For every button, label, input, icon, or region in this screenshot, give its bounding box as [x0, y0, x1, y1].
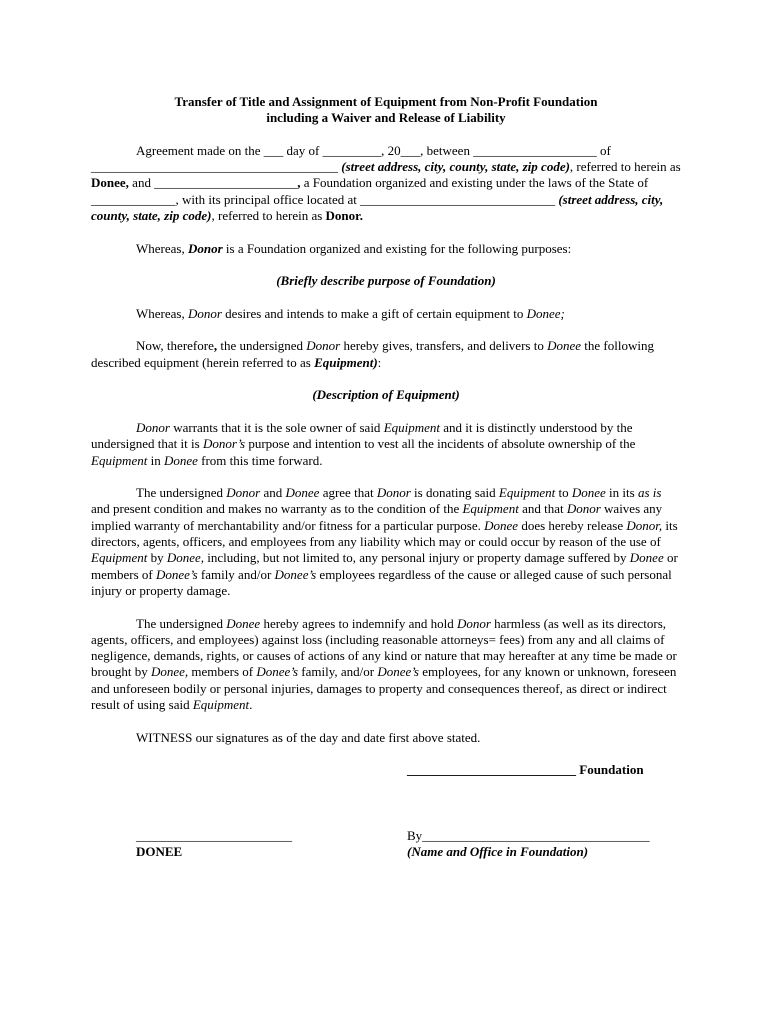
title-line-2: including a Waiver and Release of Liability [266, 110, 506, 126]
donee-label: DONEE [136, 844, 183, 860]
paragraph-agreement-parties: Agreement made on the ___ day of _________, 20___, between ___________________ of ______________________________________ (street address, city, county, state, zip code), referred to herein as Donee, and ______________________, a Foundation organized and existing under the laws of the State of _____________, with its principal office located at ______________________________ (street address, city, county, state, zip code), referred to herein as Donor. [91, 142, 681, 224]
paragraph-as-is-release: The undersigned Donor and Donee agree that Donor is donating said Equipment to Donee in its as is and present condition and makes no warranty as to the condition of the Equipment and that Donor waives any implied warranty of merchantability and/or fitness for a particular purpose. Donee does hereby release Donor, its directors, agents, officers, and employees from any liability which may or could occur by reason of the use of Equipment by Donee, including, but not limited to, any personal injury or property damage suffered by Donee or members of Donee’s family and/or Donee’s employees regardless of the cause or alleged cause of such personal injury or property damage. [91, 485, 678, 598]
foundation-signature-blank: __________________________ [407, 762, 576, 778]
title-line-1: Transfer of Title and Assignment of Equipment from Non-Profit Foundation [174, 94, 598, 109]
signature-block [91, 762, 681, 882]
placeholder-foundation-purpose: (Briefly describe purpose of Foundation) [276, 273, 496, 289]
paragraph-ownership-warranty: Donor warrants that it is the sole owner of said Equipment and it is distinctly understood by the undersigned that it is Donor’s purpose and intention to vest all the incidents of absolute ownership of the Equipment in Donee from this time forward. [91, 419, 636, 468]
foundation-label: Foundation [576, 762, 644, 778]
donee-signature-blank: ________________________ [136, 828, 292, 844]
name-and-office-label: (Name and Office in Foundation) [407, 844, 589, 860]
by-signature-blank: By___________________________________ [407, 828, 650, 844]
document-body [91, 94, 681, 882]
paragraph-indemnify: The undersigned Donee hereby agrees to indemnify and hold Donor harmless (as well as its directors, agents, officers, and employees) against loss (including reasonable attorneys= fees) from any and all claims of negligence, demands, rights, or causes of actions of any kind or nature that may hereafter at any time be made or brought by Donee, members of Donee’s family, and/or Donee’s employees, for any known or unknown, foreseen and unforeseen bodily or personal injuries, damages to property and consequences thereof, as direct or indirect result of using said Equipment. [91, 615, 677, 712]
paragraph-whereas-purpose: Whereas, Donor is a Foundation organized and existing for the following purposes: [136, 240, 572, 256]
foundation-signature-line [407, 762, 644, 778]
placeholder-equipment-description: (Description of Equipment) [312, 387, 460, 403]
paragraph-witness: WITNESS our signatures as of the day and date first above stated. [136, 729, 481, 745]
paragraph-transfer: Now, therefore, the undersigned Donor hereby gives, transfers, and delivers to Donee the following described equipment (herein referred to as Equipment): [91, 338, 654, 370]
paragraph-whereas-gift: Whereas, Donor desires and intends to make a gift of certain equipment to Donee; [136, 305, 565, 321]
